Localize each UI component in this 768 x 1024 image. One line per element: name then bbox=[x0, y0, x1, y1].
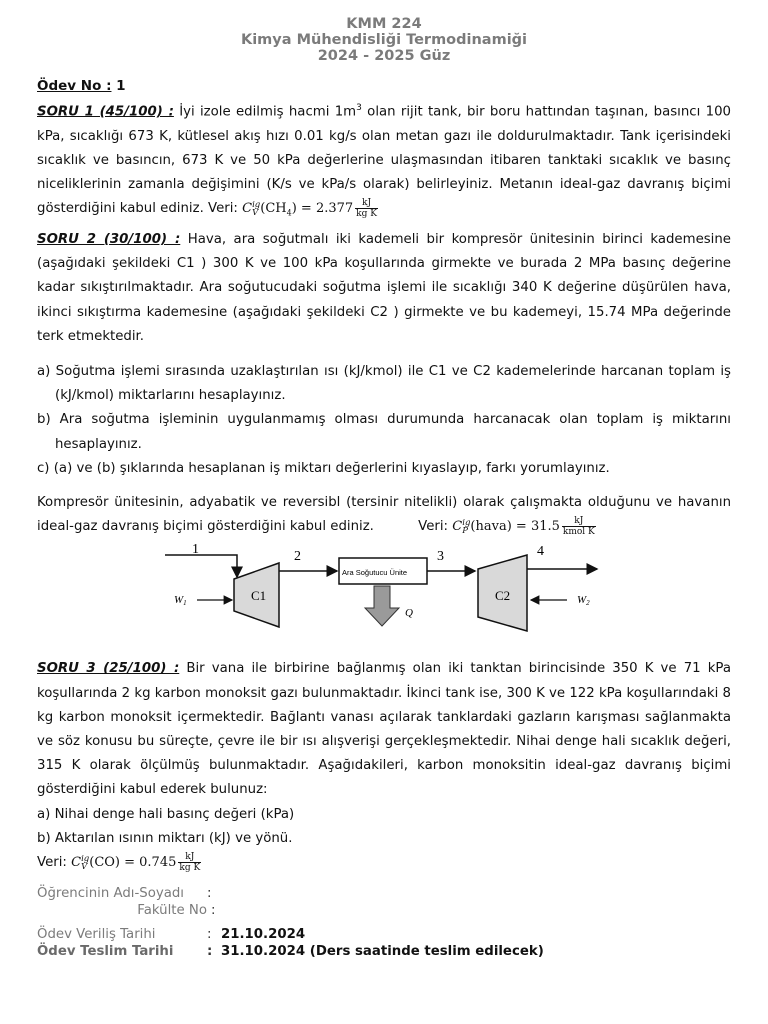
colon: : bbox=[207, 886, 212, 902]
question-3-data bbox=[37, 851, 731, 875]
assignment-number bbox=[37, 76, 731, 96]
work-1-sub: 1 bbox=[183, 599, 187, 608]
compressor-2-label: C2 bbox=[495, 588, 511, 604]
cp-unit bbox=[562, 516, 596, 537]
species-sub: 4 bbox=[286, 208, 292, 218]
compressor-diagram bbox=[37, 543, 731, 653]
compressor-1-label: C1 bbox=[251, 588, 267, 604]
stream-4-label: 4 bbox=[537, 544, 544, 560]
question-2-item-a bbox=[37, 360, 731, 408]
data-prefix: Veri: bbox=[37, 855, 72, 871]
heat-label: Q bbox=[405, 607, 413, 620]
species-air: (hava) bbox=[470, 519, 512, 535]
issue-date-value: 21.10.2024 bbox=[221, 927, 306, 943]
issue-date-row bbox=[37, 926, 731, 943]
question-3-items bbox=[37, 803, 731, 851]
work-2-label bbox=[577, 594, 590, 607]
faculty-no-row bbox=[37, 902, 731, 919]
question-2-text: Hava, ara soğutmalı iki kademeli bir kompresör ünitesinin birinci kademesine (aşağıdaki şekildeki C1 ) 300 K ve 100 kPa koşullarında girmekte ve burada 2 MPa basınç değerine kadar sıkıştırılmaktadır. Ara soğutucudaki soğutma işlemi ile sıcaklığı 340 K değerine düşürülen hava, ikinci sıkıştırma kademesine (aşağıdaki şekildeki C2 ) girmekte ve bu kademeyi, 15.74 MPa değerinde terk etmektedir. bbox=[37, 232, 731, 344]
course-code: KMM 224 bbox=[346, 16, 422, 32]
work-2-symbol: W bbox=[577, 594, 587, 607]
work-1-label bbox=[174, 594, 187, 607]
question-2-item-b bbox=[37, 408, 731, 456]
item-text: Soğutma işlemi sırasında uzaklaştırılan ısı (kJ/kmol) ile C1 ve C2 kademelerinde harcanan toplam iş (kJ/kmol) miktarlarını hesaplayınız. bbox=[55, 364, 731, 404]
item-label: c) bbox=[37, 460, 50, 476]
issue-date-label: Ödev Veriliş Tarihi bbox=[37, 927, 156, 943]
due-date-value: 31.10.2024 (Ders saatinde teslim edilecek) bbox=[221, 944, 544, 960]
colon: : bbox=[207, 944, 213, 960]
cv-sub: V bbox=[252, 207, 259, 218]
cv-co-sup: ig bbox=[81, 853, 90, 864]
cv-unit bbox=[355, 198, 378, 219]
question-1-text-b: olan rijit tank, bir boru hattından taşınan, basıncı 100 kPa, sıcaklığı 673 K, kütlesel akış hızı 0.01 kg/s olan metan gazı ile doldurulmaktadır. Tank içerisindeki sıcaklık ve basıncın, 673 K ve 50 kPa değerlerine ulaşmasından itibaren tanktaki sıcaklık ve basınç niceliklerinin zamanla değişimini (K/s ve kPa/s olarak) belirleyiniz. Metanın ideal-gaz davranış biçimi gösterdiğini kabul ediniz. Veri: bbox=[37, 104, 731, 217]
question-1 bbox=[37, 96, 731, 226]
stream-3-label: 3 bbox=[437, 549, 444, 565]
stream-2-label: 2 bbox=[294, 549, 301, 565]
question-3-title: SORU 3 (25/100) : bbox=[37, 661, 180, 677]
item-label: b) bbox=[37, 412, 51, 428]
assignment-label: Ödev No : bbox=[37, 78, 112, 94]
question-1-sup: 3 bbox=[356, 103, 362, 113]
item-text: (a) ve (b) şıklarında hesaplanan iş miktarı değerlerini kıyaslayıp, farkı yorumlayınız. bbox=[49, 460, 610, 476]
cv-co-symbol: C bbox=[71, 855, 82, 871]
cv-co-sub: V bbox=[81, 861, 88, 872]
item-label: a) bbox=[37, 364, 51, 380]
question-2-title: SORU 2 (30/100) : bbox=[37, 232, 181, 248]
item-text: Ara soğutma işleminin uygulanmamış olması durumunda harcanacak olan toplam iş miktarını hesaplayınız. bbox=[50, 412, 731, 452]
cp-symbol: C bbox=[452, 519, 463, 535]
unit-num: kJ bbox=[178, 852, 201, 863]
unit-den: kmol K bbox=[562, 527, 595, 538]
document-header bbox=[37, 16, 731, 64]
unit-den: kg K bbox=[179, 863, 201, 874]
student-info bbox=[37, 885, 731, 960]
course-name: Kimya Mühendisliği Termodinamiği bbox=[240, 32, 528, 48]
due-date-row bbox=[37, 943, 731, 960]
species-co: (CO) bbox=[89, 855, 120, 871]
stream-1-line bbox=[165, 555, 237, 577]
cv-value: = 2.377 bbox=[296, 201, 354, 217]
cp-value: = 31.5 bbox=[511, 519, 560, 535]
species-ch4: (CH bbox=[260, 201, 287, 217]
faculty-no-label: Fakülte No bbox=[137, 903, 207, 919]
cv-co-unit bbox=[178, 852, 201, 873]
term: 2024 - 2025 Güz bbox=[317, 48, 451, 64]
cp-sub: P bbox=[462, 525, 468, 536]
note-text: Kompresör ünitesinin, adyabatik ve reversibl (tersinir nitelikli) olarak çalışmakta olduğunu ve havanın ideal-gaz davranış biçimi gösterdiğini kabul ediniz. bbox=[37, 495, 731, 535]
data-prefix: Veri: bbox=[418, 519, 453, 535]
question-3-text: Bir vana ile birbirine bağlanmış olan iki tanktan birincisinde 350 K ve 71 kPa koşullarında 2 kg karbon monoksit gazı bulunmaktadır. İkinci tank ise, 300 K ve 122 kPa koşullarındaki 8 kg karbon monoksit içermektedir. Bağlantı vanası açılarak tanklardaki gazların karışması sağlanmakta ve söz konusu bu süreçte, çevre ile bir ısı alışverişi gerçekleşmektedir. Nihai denge hali sıcaklık değeri, 315 K olarak ölçülmüş bulunmaktadır. Aşağıdakileri, karbon monoksitin ideal-gaz davranış biçimi gösterdiğini kabul ederek bulunuz: bbox=[37, 661, 731, 798]
question-3-item-a: a) Nihai denge hali basınç değeri (kPa) bbox=[37, 806, 295, 822]
work-1-symbol: W bbox=[174, 594, 184, 607]
colon: : bbox=[207, 927, 212, 943]
assignment-value: 1 bbox=[116, 78, 126, 94]
heat-removal-arrow bbox=[365, 586, 399, 626]
stream-1-label: 1 bbox=[192, 543, 199, 558]
intercooler-label: Ara Soğutucu Ünite bbox=[342, 568, 408, 578]
cv-symbol: C bbox=[242, 201, 253, 217]
question-2-items bbox=[37, 360, 731, 481]
unit-den: kg K bbox=[356, 209, 377, 220]
question-2-data-formula bbox=[452, 516, 595, 538]
question-2 bbox=[37, 228, 731, 349]
question-3 bbox=[37, 657, 731, 802]
document-page bbox=[37, 16, 731, 960]
compressor-diagram-svg bbox=[37, 543, 731, 653]
cv-co-value: = 0.745 bbox=[120, 855, 177, 871]
species-end: ) bbox=[291, 201, 297, 217]
question-3-data-formula bbox=[71, 852, 201, 874]
colon: : bbox=[211, 903, 216, 919]
question-2-item-c bbox=[37, 457, 731, 481]
question-2-note bbox=[37, 491, 731, 539]
cv-sup: ig bbox=[252, 199, 261, 210]
unit-num: kJ bbox=[355, 198, 378, 209]
cp-sup: ig bbox=[462, 517, 471, 528]
due-date-label: Ödev Teslim Tarihi bbox=[37, 944, 174, 960]
student-name-row bbox=[37, 885, 731, 902]
question-1-data-formula bbox=[242, 198, 378, 220]
question-3-item-b: b) Aktarılan ısının miktarı (kJ) ve yönü. bbox=[37, 830, 293, 846]
work-2-sub: 2 bbox=[586, 599, 590, 608]
unit-num: kJ bbox=[562, 516, 596, 527]
student-name-label: Öğrencinin Adı-Soyadı bbox=[37, 886, 184, 902]
question-1-title: SORU 1 (45/100) : bbox=[37, 104, 174, 120]
question-1-text-a: İyi izole edilmiş hacmi 1m bbox=[173, 104, 357, 120]
